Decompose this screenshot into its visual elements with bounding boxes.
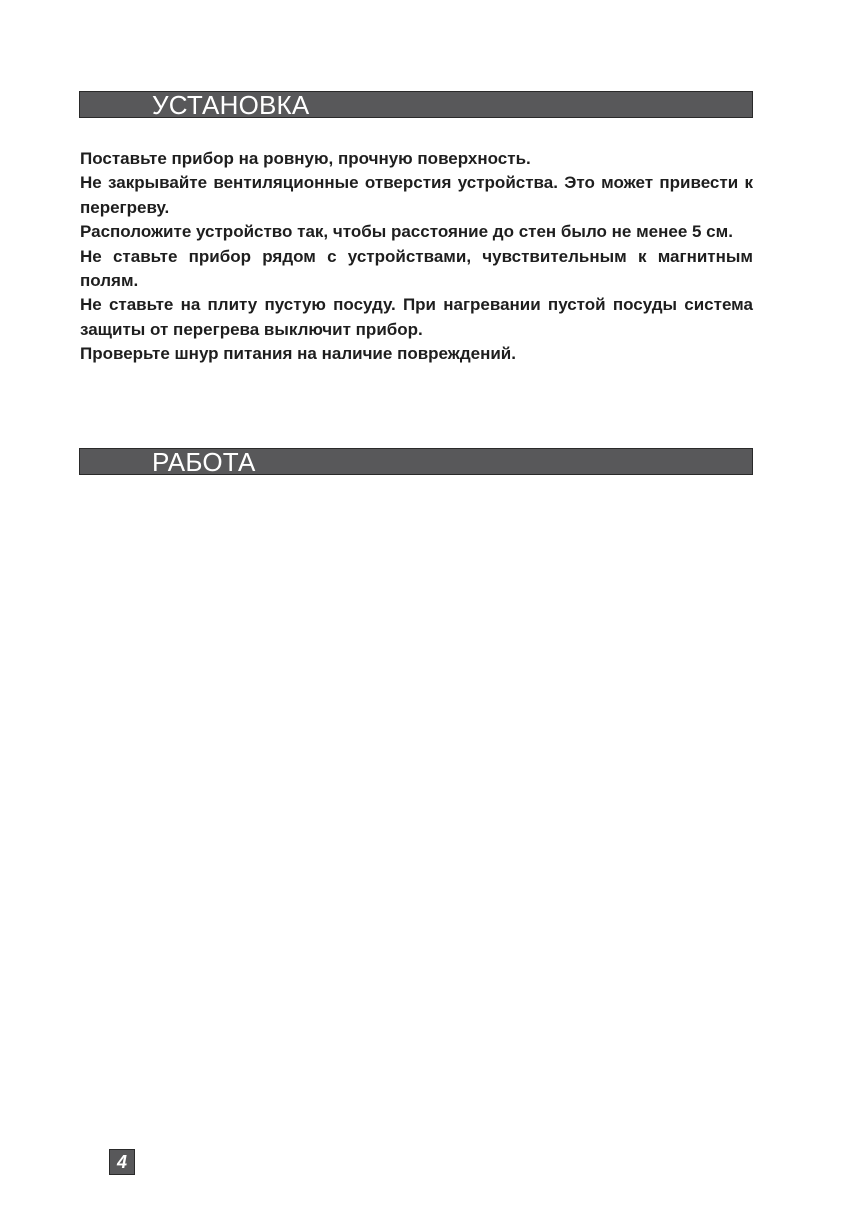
instruction-paragraph: Расположите устройство так, чтобы расстояние до стен было не менее 5 см. bbox=[80, 222, 733, 242]
instruction-paragraph: Не ставьте прибор рядом с устройствами, чувствительным к магнитным полям. bbox=[80, 246, 753, 291]
section-header-work bbox=[79, 448, 753, 475]
section-title-install: УСТАНОВКА bbox=[152, 90, 310, 120]
page-number-badge: 4 bbox=[109, 1149, 135, 1175]
section-header-install bbox=[79, 91, 753, 118]
instruction-paragraph: Не ставьте на плиту пустую посуду. При нагревании пустой посуды система защиты от перегрева выключит прибор. bbox=[80, 295, 753, 339]
install-instructions bbox=[80, 147, 753, 367]
instruction-paragraph: Не закрывайте вентиляционные отверстия устройства. Это может привести к перегреву. bbox=[80, 173, 753, 217]
instruction-paragraph: Поставьте прибор на ровную, прочную поверхность. bbox=[80, 149, 531, 168]
instruction-paragraph: Проверьте шнур питания на наличие повреждений. bbox=[80, 344, 516, 364]
section-title-work: РАБОТА bbox=[152, 447, 256, 477]
